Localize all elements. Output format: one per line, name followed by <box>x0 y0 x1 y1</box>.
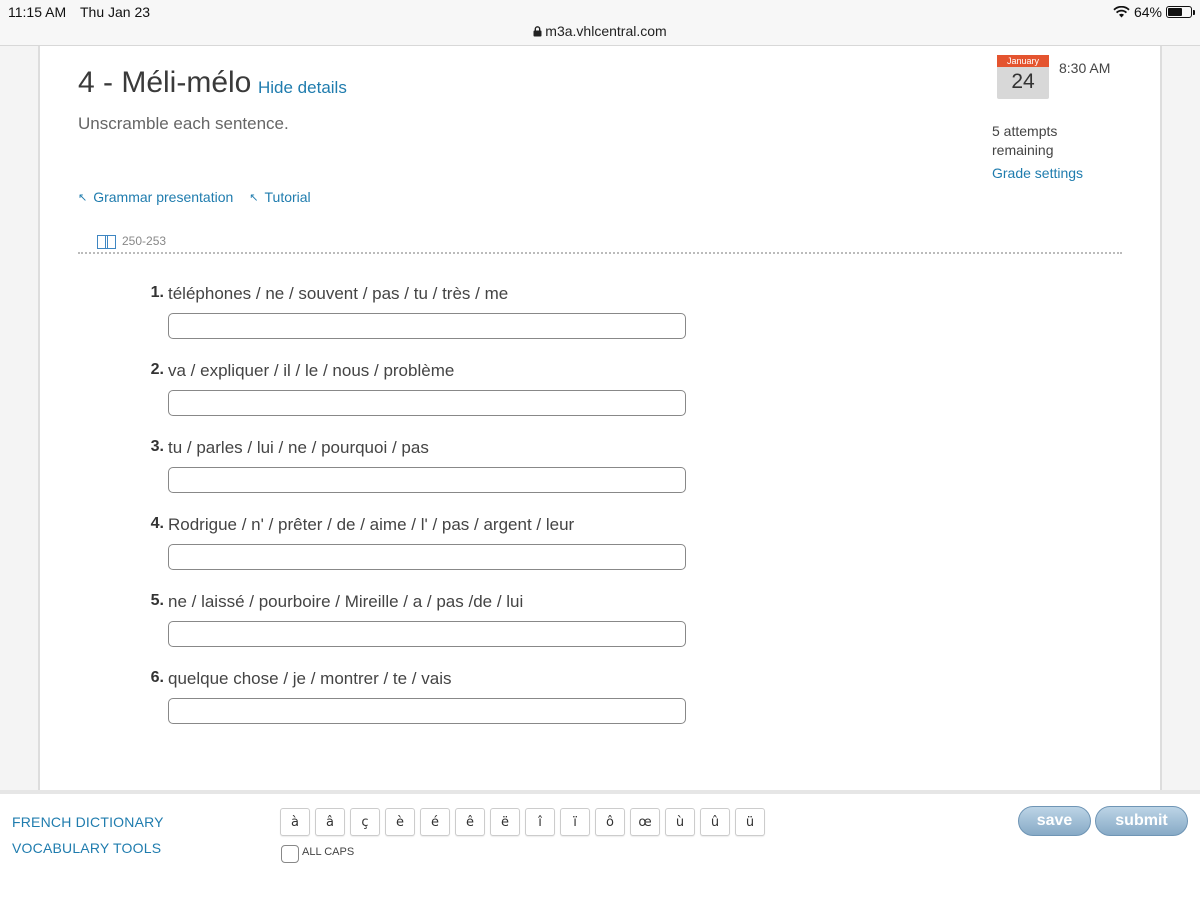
question-prompt: quelque chose / je / montrer / te / vais <box>168 669 452 688</box>
wifi-icon <box>1113 6 1130 18</box>
book-icon <box>97 235 116 248</box>
question-number: 3. <box>150 438 164 455</box>
char-button[interactable]: â <box>315 808 345 836</box>
grade-settings-link[interactable]: Grade settings <box>992 165 1084 181</box>
url-text: m3a.vhlcentral.com <box>545 23 667 39</box>
char-button[interactable]: é <box>420 808 450 836</box>
answer-input-5[interactable] <box>168 621 686 647</box>
battery-percent: 64% <box>1133 4 1162 20</box>
status-right <box>1113 4 1192 20</box>
calendar-icon <box>997 55 1049 99</box>
question-prompt: téléphones / ne / souvent / pas / tu / très / me <box>168 284 509 303</box>
answer-input-4[interactable] <box>168 544 686 570</box>
question-prompt: Rodrigue / n' / prêter / de / aime / l' / pas / argent / leur <box>168 515 575 534</box>
all-caps-toggle[interactable] <box>281 841 354 863</box>
page-title: 4 - Méli-mélo <box>78 66 252 99</box>
question-number: 5. <box>150 592 164 609</box>
char-button[interactable]: ç <box>350 808 380 836</box>
char-button[interactable]: û <box>700 808 730 836</box>
tutorial-link[interactable] <box>249 189 310 205</box>
status-time: 11:15 AM <box>8 4 67 20</box>
arrow-up-left-icon: ↖ <box>249 191 259 204</box>
submit-button[interactable]: submit <box>1095 806 1188 836</box>
question-number: 2. <box>150 361 164 378</box>
question-number: 1. <box>150 284 164 301</box>
due-day: 24 <box>1011 70 1035 93</box>
due-month: January <box>997 55 1049 67</box>
char-button[interactable]: î <box>525 808 555 836</box>
all-caps-checkbox[interactable] <box>281 845 299 863</box>
bottom-toolbar <box>0 790 1200 901</box>
grammar-presentation-label: Grammar presentation <box>93 189 234 205</box>
textbook-pages[interactable] <box>97 234 166 248</box>
hide-details-link[interactable]: Hide details <box>258 78 347 97</box>
question-number: 6. <box>150 669 164 686</box>
activity-card <box>38 46 1162 790</box>
question-prompt: va / expliquer / il / le / nous / problème <box>168 361 455 380</box>
char-button[interactable]: ü <box>735 808 765 836</box>
answer-input-6[interactable] <box>168 698 686 724</box>
all-caps-label: ALL CAPS <box>302 846 355 858</box>
char-button[interactable]: è <box>385 808 415 836</box>
pages-label: 250-253 <box>122 234 167 248</box>
char-button[interactable]: œ <box>630 808 660 836</box>
arrow-up-left-icon: ↖ <box>78 191 88 204</box>
tutorial-label: Tutorial <box>264 189 311 205</box>
char-button[interactable]: à <box>280 808 310 836</box>
save-button[interactable]: save <box>1018 806 1091 836</box>
question-prompt: tu / parles / lui / ne / pourquoi / pas <box>168 438 429 457</box>
lock-icon <box>533 26 542 37</box>
due-time: 8:30 AM <box>1059 60 1111 76</box>
char-button[interactable]: ê <box>455 808 485 836</box>
char-button[interactable]: ë <box>490 808 520 836</box>
accent-char-bar <box>280 808 765 836</box>
question-prompt: ne / laissé / pourboire / Mireille / a / pas /de / lui <box>168 592 524 611</box>
address-bar[interactable] <box>0 23 1200 39</box>
divider <box>78 252 1122 254</box>
resource-links <box>78 189 311 205</box>
vocabulary-tools-link[interactable]: VOCABULARY TOOLS <box>12 840 162 856</box>
attempts-remaining: 5 attempts remaining <box>992 123 1058 158</box>
answer-input-2[interactable] <box>168 390 686 416</box>
status-date: Thu Jan 23 <box>80 4 151 20</box>
char-button[interactable]: ï <box>560 808 590 836</box>
question-number: 4. <box>150 515 164 532</box>
grammar-presentation-link[interactable] <box>78 189 233 205</box>
french-dictionary-link[interactable]: FRENCH DICTIONARY <box>12 814 164 830</box>
char-button[interactable]: ô <box>595 808 625 836</box>
answer-input-1[interactable] <box>168 313 686 339</box>
instructions: Unscramble each sentence. <box>78 114 289 133</box>
answer-input-3[interactable] <box>168 467 686 493</box>
status-bar <box>0 0 1200 46</box>
battery-icon <box>1166 6 1192 18</box>
char-button[interactable]: ù <box>665 808 695 836</box>
